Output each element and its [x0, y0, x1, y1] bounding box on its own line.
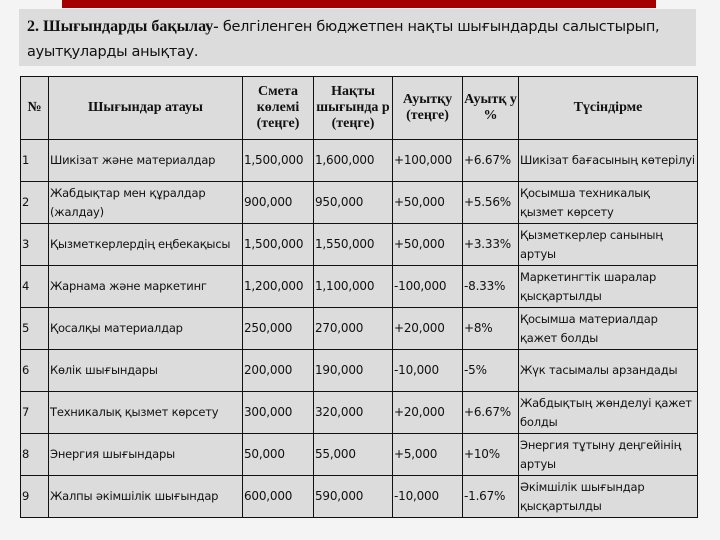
- cell-actual: 1,600,000: [314, 140, 393, 182]
- cell-number: 9: [21, 476, 49, 518]
- cell-budget: 250,000: [243, 308, 314, 350]
- caption-text: белгіленген бюджетпен нақты шығындарды салыстырып, ауытқуларды анықтау.: [27, 19, 660, 60]
- cell-deviation-percent: +3.33%: [463, 224, 519, 266]
- expense-table: [20, 76, 698, 518]
- cell-actual: 950,000: [314, 182, 393, 224]
- cell-number: 3: [21, 224, 49, 266]
- table-row: [21, 266, 698, 308]
- cell-budget: 200,000: [243, 350, 314, 392]
- table-row: [21, 308, 698, 350]
- cell-number: 7: [21, 392, 49, 434]
- cell-actual: 320,000: [314, 392, 393, 434]
- cell-deviation: +5,000: [393, 434, 463, 476]
- cell-deviation-percent: +8%: [463, 308, 519, 350]
- header-budget: Смета көлемі (теңге): [243, 77, 314, 140]
- cell-number: 8: [21, 434, 49, 476]
- cell-explanation: Жүк тасымалы арзандады: [519, 350, 698, 392]
- cell-budget: 50,000: [243, 434, 314, 476]
- caption-heading: 2. Шығындарды бақылау-: [27, 18, 219, 35]
- header-actual: Нақты шығында р (теңге): [314, 77, 393, 140]
- cell-expense-name: Энергия шығындары: [49, 434, 243, 476]
- cell-budget: 600,000: [243, 476, 314, 518]
- cell-deviation-percent: -1.67%: [463, 476, 519, 518]
- cell-number: 4: [21, 266, 49, 308]
- cell-deviation-percent: +5.56%: [463, 182, 519, 224]
- table-row: [21, 434, 698, 476]
- cell-deviation: +100,000: [393, 140, 463, 182]
- cell-deviation-percent: -8.33%: [463, 266, 519, 308]
- cell-budget: 1,200,000: [243, 266, 314, 308]
- cell-deviation-percent: -5%: [463, 350, 519, 392]
- cell-deviation: +20,000: [393, 392, 463, 434]
- table-row: [21, 350, 698, 392]
- accent-bar: [62, 0, 656, 8]
- header-number: №: [21, 77, 49, 140]
- cell-actual: 1,100,000: [314, 266, 393, 308]
- cell-actual: 270,000: [314, 308, 393, 350]
- cell-actual: 190,000: [314, 350, 393, 392]
- cell-explanation: Шикізат бағасының көтерілуі: [519, 140, 698, 182]
- cell-deviation: -100,000: [393, 266, 463, 308]
- cell-explanation: Жабдықтың жөнделуі қажет болды: [519, 392, 698, 434]
- table-header-row: [21, 77, 698, 140]
- cell-expense-name: Қосалқы материалдар: [49, 308, 243, 350]
- table-row: [21, 392, 698, 434]
- cell-explanation: Маркетингтік шаралар қысқартылды: [519, 266, 698, 308]
- cell-budget: 1,500,000: [243, 224, 314, 266]
- cell-explanation: Қосымша материалдар қажет болды: [519, 308, 698, 350]
- cell-deviation: -10,000: [393, 476, 463, 518]
- cell-expense-name: Техникалық қызмет көрсету: [49, 392, 243, 434]
- cell-budget: 1,500,000: [243, 140, 314, 182]
- cell-expense-name: Көлік шығындары: [49, 350, 243, 392]
- cell-expense-name: Шикізат және материалдар: [49, 140, 243, 182]
- cell-budget: 300,000: [243, 392, 314, 434]
- cell-deviation: -10,000: [393, 350, 463, 392]
- cell-number: 5: [21, 308, 49, 350]
- table-row: [21, 182, 698, 224]
- cell-expense-name: Қызметкерлердің еңбекақысы: [49, 224, 243, 266]
- cell-deviation: +20,000: [393, 308, 463, 350]
- cell-deviation-percent: +6.67%: [463, 392, 519, 434]
- cell-expense-name: Жабдықтар мен құралдар (жалдау): [49, 182, 243, 224]
- cell-expense-name: Жарнама және маркетинг: [49, 266, 243, 308]
- cell-number: 6: [21, 350, 49, 392]
- cell-deviation-percent: +10%: [463, 434, 519, 476]
- cell-explanation: Қосымша техникалық қызмет көрсету: [519, 182, 698, 224]
- header-expense-name: Шығындар атауы: [49, 77, 243, 140]
- table-row: [21, 476, 698, 518]
- cell-actual: 1,550,000: [314, 224, 393, 266]
- cell-actual: 55,000: [314, 434, 393, 476]
- cell-expense-name: Жалпы әкімшілік шығындар: [49, 476, 243, 518]
- header-explanation: Түсіндірме: [519, 77, 698, 140]
- cell-deviation: +50,000: [393, 182, 463, 224]
- header-deviation-percent: Ауытқ у %: [463, 77, 519, 140]
- cell-budget: 900,000: [243, 182, 314, 224]
- table-row: [21, 140, 698, 182]
- cell-number: 2: [21, 182, 49, 224]
- cell-deviation: +50,000: [393, 224, 463, 266]
- header-deviation: Ауытқу (теңге): [393, 77, 463, 140]
- cell-explanation: Әкімшілік шығындар қысқартылды: [519, 476, 698, 518]
- table-row: [21, 224, 698, 266]
- cell-explanation: Энергия тұтыну деңгейінің артуы: [519, 434, 698, 476]
- cell-explanation: Қызметкерлер санының артуы: [519, 224, 698, 266]
- cell-actual: 590,000: [314, 476, 393, 518]
- cell-deviation-percent: +6.67%: [463, 140, 519, 182]
- cell-number: 1: [21, 140, 49, 182]
- section-caption: [19, 9, 696, 66]
